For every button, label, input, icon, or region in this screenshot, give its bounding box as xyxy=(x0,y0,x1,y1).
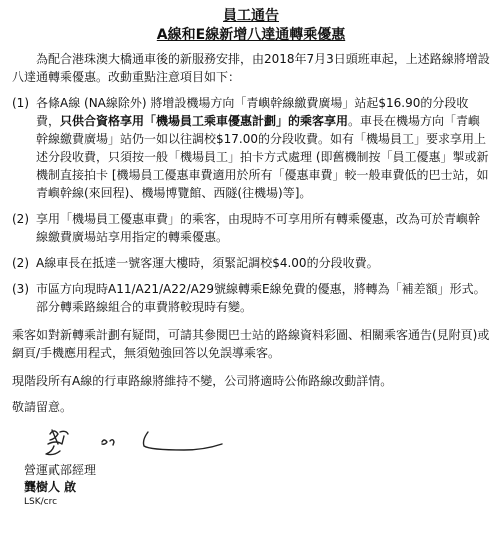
item-text-part: 。車長在機場方向「青嶼幹線繳費廣場」站仍一如以往調校$17.00的分段收費。如有「機場員工」要求享用上述分段收費，只須按一般「機場員工」拍卡方式處理 (即舊機制按「員工優惠」掣或新機制直接拍卡 [機場員工優惠車費適用於所有「優惠車費」較一般車費低的巴士站，如青嶼幹線(來回程)、機場博覽館、西隧(往機場)等]。 xyxy=(36,114,489,200)
item-text xyxy=(36,94,490,202)
item-number: (3) xyxy=(12,282,29,296)
intro-paragraph: 為配合港珠澳大橋通車後的新服務安排，由2018年7月3日頭班車起，上述路線將增設八達通轉乘優惠。改動重點注意項目如下： xyxy=(12,52,490,84)
item-text: A線車長在抵達一號客運大樓時，須緊記調校$4.00的分段收費。 xyxy=(36,256,379,270)
regards-line: 敬請留意。 xyxy=(12,400,73,414)
item-number: (2) xyxy=(12,256,29,270)
reference-code: LSK/crc xyxy=(24,497,58,507)
handwritten-signature-icon xyxy=(30,422,230,460)
signatory-name: 龔樹人 啟 xyxy=(24,480,77,494)
notice-title: 員工通告 xyxy=(223,8,279,24)
notice-item-2 xyxy=(12,210,490,246)
signatory-position: 營運貳部經理 xyxy=(24,463,97,477)
item-number: (1) xyxy=(12,96,29,110)
signature xyxy=(12,422,490,462)
notice-item-1 xyxy=(12,94,490,202)
notice-item-4 xyxy=(12,280,490,316)
item-text-bold: 只供合資格享用「機場員工乘車優惠計劃」的乘客享用 xyxy=(60,114,349,128)
notice-subtitle: A線和E線新增八達通轉乘優惠 xyxy=(156,27,346,43)
item-text: 享用「機場員工優惠車費」的乘客，由現時不可享用所有轉乘優惠，改為可於青嶼幹線繳費廣場站享用指定的轉乘優惠。 xyxy=(36,212,481,244)
item-number: (2) xyxy=(12,212,29,226)
closing-paragraph: 現階段所有A線的行車路線將維持不變，公司將適時公佈路線改動詳情。 xyxy=(12,374,393,388)
item-text: 市區方向現時A11/A21/A22/A29號線轉乘E線免費的優惠，將轉為「補差額」形式。部分轉乘路線組合的車費將較現時有變。 xyxy=(36,282,486,314)
enquiry-paragraph: 乘客如對新轉乘計劃有疑問，可請其參閱巴士站的路線資料彩圖、相關乘客通告(見附頁)或網頁/手機應用程式，無須勉強回答以免誤導乘客。 xyxy=(12,328,490,360)
item-text-part: 各條A線 (NA線除外) 將增設機場方向「青嶼幹線繳費廣場」站起$16.90的分段收費， xyxy=(36,96,469,128)
notice-item-3 xyxy=(12,254,490,272)
